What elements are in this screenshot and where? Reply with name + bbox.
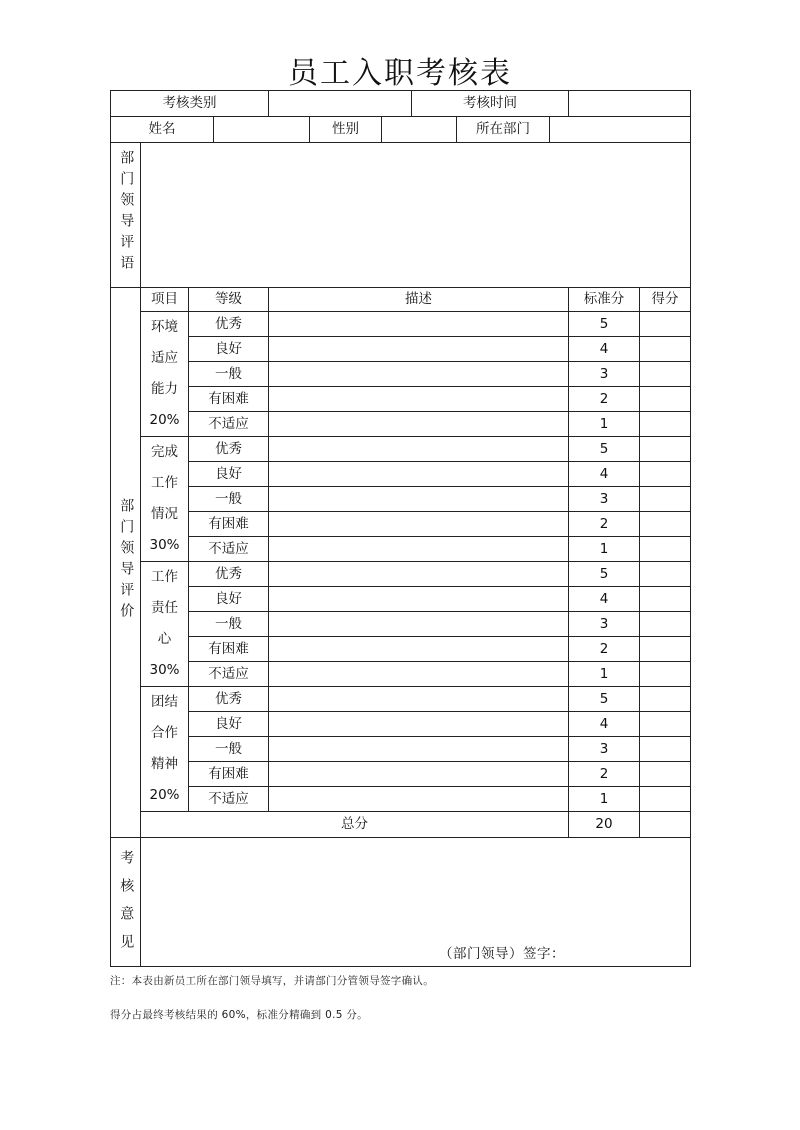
grade-cell: 有困难 — [189, 762, 269, 787]
description-cell[interactable] — [269, 612, 569, 637]
description-cell[interactable] — [269, 437, 569, 462]
description-cell[interactable] — [269, 412, 569, 437]
level-row — [111, 712, 691, 737]
opinion-row — [111, 838, 691, 967]
standard-score-cell: 4 — [569, 587, 640, 612]
description-cell[interactable] — [269, 712, 569, 737]
level-row — [111, 512, 691, 537]
description-cell[interactable] — [269, 762, 569, 787]
grade-cell: 一般 — [189, 362, 269, 387]
category-name-line: 精神 — [151, 756, 178, 772]
category-name-line: 环境 — [151, 319, 178, 335]
score-cell[interactable] — [640, 487, 691, 512]
level-row — [111, 612, 691, 637]
assessment-table — [110, 90, 691, 967]
category-name-line: 能力 — [151, 381, 178, 397]
col-header-desc: 描述 — [269, 288, 569, 312]
category-value[interactable] — [269, 91, 412, 116]
standard-score-cell: 5 — [569, 312, 640, 337]
standard-score-cell: 2 — [569, 637, 640, 662]
gender-label: 性别 — [310, 117, 382, 142]
description-cell[interactable] — [269, 462, 569, 487]
category-name-line: 心 — [157, 631, 172, 647]
standard-score-cell: 2 — [569, 512, 640, 537]
description-cell[interactable] — [269, 662, 569, 687]
header-row-1 — [111, 91, 691, 117]
description-cell[interactable] — [269, 537, 569, 562]
standard-score-cell: 1 — [569, 787, 640, 812]
col-header-standard: 标准分 — [569, 288, 640, 312]
standard-score-cell: 3 — [569, 362, 640, 387]
total-row — [111, 812, 691, 838]
level-row — [111, 387, 691, 412]
name-value[interactable] — [214, 117, 310, 142]
level-row — [111, 462, 691, 487]
description-cell[interactable] — [269, 337, 569, 362]
grade-cell: 良好 — [189, 462, 269, 487]
standard-score-cell: 2 — [569, 387, 640, 412]
note-line-1: 注：本表由新员工所在部门领导填写，并请部门分管领导签字确认。 — [110, 975, 434, 987]
description-cell[interactable] — [269, 362, 569, 387]
total-standard: 20 — [569, 812, 640, 838]
col-header-item: 项目 — [141, 288, 189, 312]
category-name-line: 20% — [149, 412, 180, 428]
description-cell[interactable] — [269, 512, 569, 537]
standard-score-cell: 1 — [569, 412, 640, 437]
standard-score-cell: 4 — [569, 462, 640, 487]
time-value[interactable] — [569, 91, 691, 117]
col-header-grade: 等级 — [189, 288, 269, 312]
gender-value[interactable] — [382, 117, 457, 142]
category-name — [141, 437, 189, 562]
score-cell[interactable] — [640, 362, 691, 387]
score-cell[interactable] — [640, 312, 691, 337]
category-name — [141, 687, 189, 812]
score-cell[interactable] — [640, 612, 691, 637]
score-cell[interactable] — [640, 687, 691, 712]
standard-score-cell: 1 — [569, 662, 640, 687]
standard-score-cell: 5 — [569, 437, 640, 462]
grade-cell: 良好 — [189, 337, 269, 362]
department-value[interactable] — [550, 117, 690, 142]
category-name — [141, 562, 189, 687]
grade-cell: 优秀 — [189, 437, 269, 462]
evaluation-section-label: 部门领导评价 — [111, 288, 141, 838]
category-name-line: 30% — [149, 662, 180, 678]
category-name-line: 责任 — [151, 600, 178, 616]
level-row — [111, 337, 691, 362]
grade-cell: 优秀 — [189, 562, 269, 587]
level-row — [111, 412, 691, 437]
description-cell[interactable] — [269, 687, 569, 712]
level-row — [111, 437, 691, 462]
score-cell[interactable] — [640, 412, 691, 437]
level-row — [111, 587, 691, 612]
total-score[interactable] — [640, 812, 691, 838]
standard-score-cell: 4 — [569, 712, 640, 737]
standard-score-cell: 3 — [569, 612, 640, 637]
level-row — [111, 762, 691, 787]
description-cell[interactable] — [269, 637, 569, 662]
category-name-line: 适应 — [151, 350, 178, 366]
description-cell[interactable] — [269, 387, 569, 412]
standard-score-cell: 3 — [569, 487, 640, 512]
category-name-line: 完成 — [151, 444, 178, 460]
score-cell[interactable] — [640, 662, 691, 687]
grade-cell: 不适应 — [189, 787, 269, 812]
grade-cell: 不适应 — [189, 412, 269, 437]
category-name — [141, 312, 189, 437]
category-name-line: 工作 — [151, 569, 178, 585]
eval-header-row — [111, 288, 691, 312]
grade-cell: 优秀 — [189, 687, 269, 712]
grade-cell: 有困难 — [189, 637, 269, 662]
description-cell[interactable] — [269, 737, 569, 762]
comment-section-label: 部门领导评语 — [111, 143, 141, 288]
level-row — [111, 662, 691, 687]
score-cell[interactable] — [640, 512, 691, 537]
grade-cell: 一般 — [189, 612, 269, 637]
opinion-area[interactable] — [141, 838, 691, 967]
score-cell[interactable] — [640, 337, 691, 362]
level-row — [111, 312, 691, 337]
level-row — [111, 737, 691, 762]
standard-score-cell: 5 — [569, 687, 640, 712]
standard-score-cell: 3 — [569, 737, 640, 762]
category-name-line: 合作 — [151, 725, 178, 741]
standard-score-cell: 1 — [569, 537, 640, 562]
level-row — [111, 537, 691, 562]
signature-label: （部门领导）签字： — [439, 946, 565, 962]
level-row — [111, 687, 691, 712]
score-cell[interactable] — [640, 587, 691, 612]
score-cell[interactable] — [640, 537, 691, 562]
description-cell[interactable] — [269, 487, 569, 512]
level-row — [111, 562, 691, 587]
category-name-line: 情况 — [151, 506, 178, 522]
department-label: 所在部门 — [457, 117, 550, 142]
category-name-line: 20% — [149, 787, 180, 803]
category-label: 考核类别 — [111, 91, 269, 117]
score-cell[interactable] — [640, 437, 691, 462]
level-row — [111, 637, 691, 662]
score-cell[interactable] — [640, 562, 691, 587]
description-cell[interactable] — [269, 787, 569, 812]
comment-row — [111, 143, 691, 288]
opinion-section-label: 考核意见 — [111, 838, 141, 967]
name-label: 姓名 — [111, 117, 214, 142]
score-cell[interactable] — [640, 762, 691, 787]
score-cell[interactable] — [640, 712, 691, 737]
grade-cell: 良好 — [189, 712, 269, 737]
category-name-line: 30% — [149, 537, 180, 553]
category-name-line: 工作 — [151, 475, 178, 491]
score-cell[interactable] — [640, 387, 691, 412]
grade-cell: 一般 — [189, 737, 269, 762]
score-cell[interactable] — [640, 787, 691, 812]
description-cell[interactable] — [269, 562, 569, 587]
standard-score-cell: 2 — [569, 762, 640, 787]
grade-cell: 有困难 — [189, 512, 269, 537]
score-cell[interactable] — [640, 462, 691, 487]
level-row — [111, 487, 691, 512]
time-label: 考核时间 — [463, 95, 518, 111]
grade-cell: 不适应 — [189, 662, 269, 687]
header-row-2 — [111, 117, 691, 143]
col-header-score: 得分 — [640, 288, 691, 312]
comment-area[interactable] — [141, 143, 691, 288]
grade-cell: 有困难 — [189, 387, 269, 412]
grade-cell: 一般 — [189, 487, 269, 512]
description-cell[interactable] — [269, 587, 569, 612]
score-cell[interactable] — [640, 737, 691, 762]
total-label: 总分 — [141, 812, 569, 838]
standard-score-cell: 5 — [569, 562, 640, 587]
level-row — [111, 362, 691, 387]
grade-cell: 优秀 — [189, 312, 269, 337]
score-cell[interactable] — [640, 637, 691, 662]
grade-cell: 不适应 — [189, 537, 269, 562]
form-title: 员工入职考核表 — [288, 56, 512, 91]
description-cell[interactable] — [269, 312, 569, 337]
grade-cell: 良好 — [189, 587, 269, 612]
note-line-2: 得分占最终考核结果的 60%，标准分精确到 0.5 分。 — [110, 1009, 368, 1021]
standard-score-cell: 4 — [569, 337, 640, 362]
category-name-line: 团结 — [151, 694, 178, 710]
level-row — [111, 787, 691, 812]
